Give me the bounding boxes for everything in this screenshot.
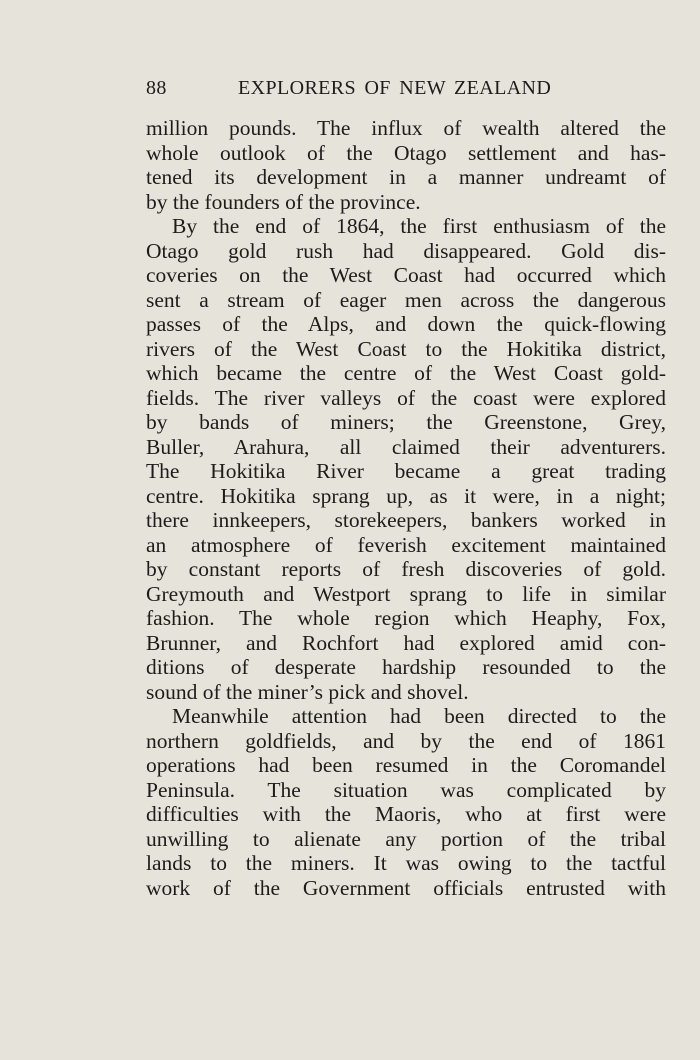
text-line: whole outlook of the Otago settlement and has- (146, 140, 666, 165)
text-line: coveries on the West Coast had occurred which (146, 263, 666, 287)
running-head (146, 76, 664, 100)
text-line: ditions of desperate hardship resounded to the (146, 655, 666, 679)
text-line: centre. Hokitika sprang up, as it were, in a night; (146, 483, 666, 508)
text-line: by the founders of the province. (146, 189, 421, 214)
text-line: By the end of 1864, the first enthusiasm of the (172, 214, 666, 238)
text-line: Peninsula. The situation was complicated by (146, 777, 666, 802)
text-line: operations had been resumed in the Coromandel (146, 753, 666, 777)
page-number: 88 (146, 77, 167, 99)
text-line: fields. The river valleys of the coast were explored (146, 385, 666, 410)
text-line: Otago gold rush had disappeared. Gold dis- (146, 238, 666, 263)
text-line: Buller, Arahura, all claimed their adventurers. (146, 434, 666, 459)
body-text (146, 116, 666, 900)
text-line: lands to the miners. It was owing to the tactful (146, 851, 666, 875)
text-line: there innkeepers, storekeepers, bankers worked in (146, 508, 666, 532)
text-line: passes of the Alps, and down the quick-flowing (146, 312, 666, 336)
paragraph (146, 704, 666, 900)
text-line: rivers of the West Coast to the Hokitika district, (146, 336, 666, 361)
text-line: northern goldfields, and by the end of 1861 (146, 728, 666, 753)
text-line: by constant reports of fresh discoveries of gold. (146, 557, 666, 581)
text-line: million pounds. The influx of wealth altered the (146, 116, 666, 140)
text-line: fashion. The whole region which Heaphy, Fox, (146, 606, 666, 630)
text-line: sound of the miner’s pick and shovel. (146, 679, 469, 704)
text-line: by bands of miners; the Greenstone, Grey, (146, 410, 666, 434)
text-line: Brunner, and Rochfort had explored amid con- (146, 630, 666, 655)
text-line: tened its development in a manner undreamt of (146, 165, 666, 189)
paragraph (146, 116, 666, 214)
text-line: Meanwhile attention had been directed to the (172, 704, 666, 728)
text-line: difficulties with the Maoris, who at first were (146, 802, 666, 826)
text-line: Greymouth and Westport sprang to life in similar (146, 581, 666, 606)
text-line: unwilling to alienate any portion of the tribal (146, 826, 666, 851)
text-line: work of the Government officials entrusted with (146, 875, 666, 900)
text-line: The Hokitika River became a great trading (146, 459, 666, 483)
running-title: EXPLORERS OF NEW ZEALAND (238, 77, 552, 99)
text-line: an atmosphere of feverish excitement maintained (146, 532, 666, 557)
text-line: which became the centre of the West Coast gold- (146, 361, 666, 385)
paragraph (146, 214, 666, 704)
text-line: sent a stream of eager men across the dangerous (146, 287, 666, 312)
